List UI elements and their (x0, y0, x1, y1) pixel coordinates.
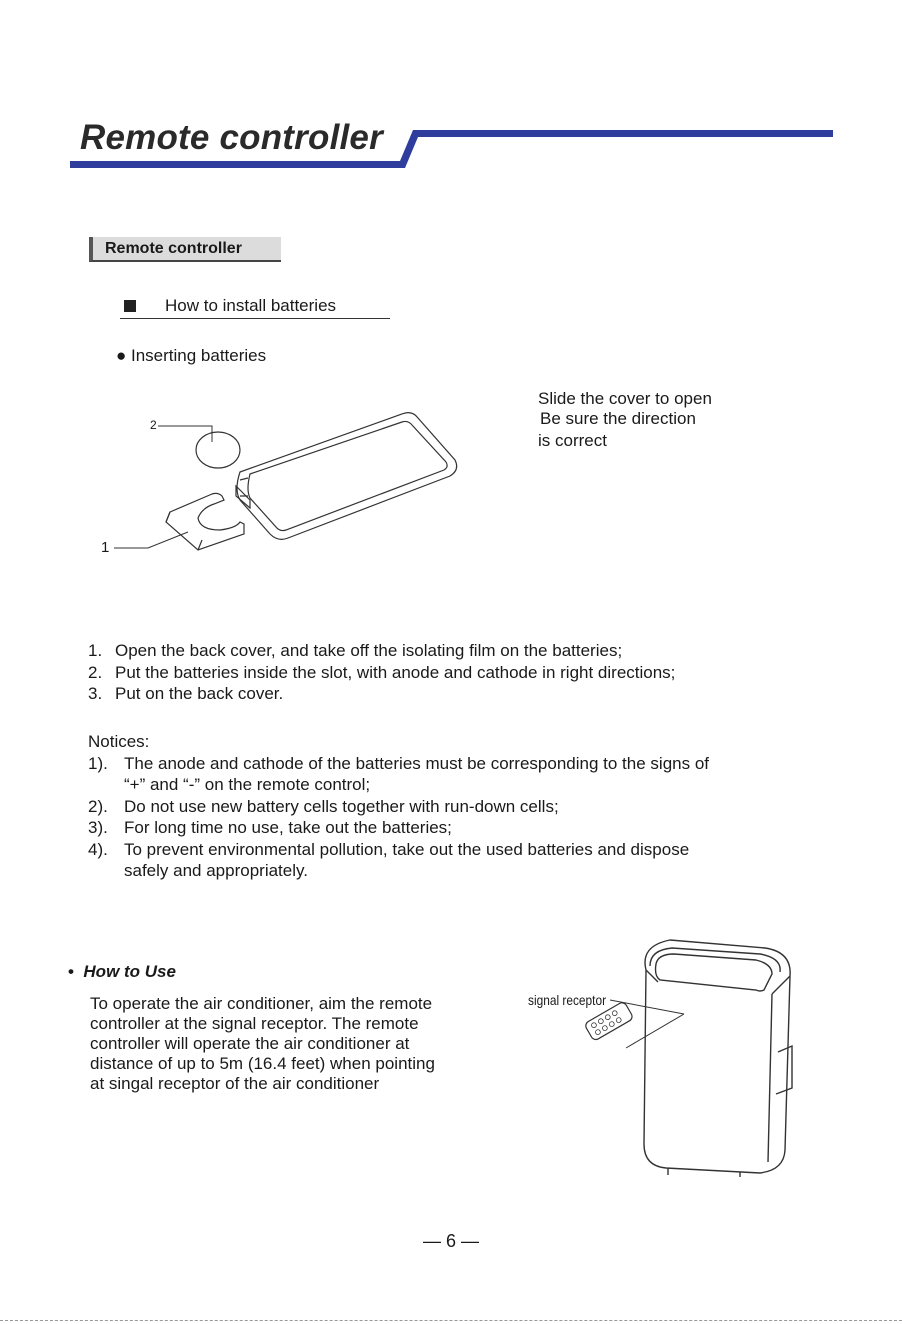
notice-item: 4). To prevent environmental pollution, take out the used batteries and dispose (88, 839, 690, 859)
how-to-use-text: To operate the air conditioner, aim the remote controller at the signal receptor. The remote controller will operate the air conditioner at distance of up to 5m (16.4 feet) when pointing at singal receptor of the air conditioner (90, 994, 435, 1093)
notice-item-cont: “+” and “-” on the remote control; (124, 775, 371, 794)
diagram-label-2: 2 (150, 418, 157, 432)
how-to-use-heading: • How to Use (68, 962, 176, 981)
battery-install-diagram (90, 400, 470, 570)
notice-item-cont: safely and appropriately. (124, 861, 308, 880)
install-steps (88, 640, 675, 705)
install-heading-text: How to install batteries (165, 296, 337, 315)
section-tab: Remote controller (89, 237, 281, 262)
notice-item: 2). Do not use new battery cells together with run-down cells; (88, 796, 559, 816)
air-conditioner-illustration (560, 930, 810, 1180)
step-item: 3. Put on the back cover. (88, 684, 284, 703)
ac-side-handle (776, 1046, 792, 1094)
step-item: 2. Put the batteries inside the slot, with anode and cathode in right directions; (88, 662, 676, 682)
page-title: Remote controller (80, 118, 383, 157)
diagram-label-1: 1 (101, 539, 110, 556)
inserting-batteries-bullet: ● Inserting batteries (116, 346, 267, 365)
remote-back-outline (236, 413, 457, 540)
bottom-border (0, 1320, 902, 1321)
leader-line-1 (114, 532, 188, 548)
step-item: 1. Open the back cover, and take off the isolating film on the batteries; (88, 641, 623, 660)
diagram-note-line-2: Be sure the direction (540, 409, 696, 428)
notices (88, 731, 709, 882)
ac-top-panel (656, 954, 773, 991)
square-bullet-icon (124, 300, 136, 312)
install-batteries-heading (120, 296, 390, 319)
bullet-dot-icon: • (68, 962, 84, 981)
notices-title: Notices: (88, 732, 150, 751)
dash-left: — (422, 1231, 446, 1251)
notice-item: 3). For long time no use, take out the batteries; (88, 818, 452, 837)
coin-battery (196, 432, 240, 468)
signal-receptor-label: signal receptor (528, 992, 607, 1008)
dash-right: — (456, 1231, 480, 1251)
diagram-note-line-1: Slide the cover to open (538, 389, 712, 408)
notice-item: 1). The anode and cathode of the batteries must be corresponding to the signs of (88, 753, 709, 773)
page-number: — 6 — (422, 1231, 480, 1251)
callout-leader-bottom (626, 1014, 684, 1048)
battery-cover (166, 493, 244, 550)
diagram-note-line-3: is correct (538, 431, 607, 450)
